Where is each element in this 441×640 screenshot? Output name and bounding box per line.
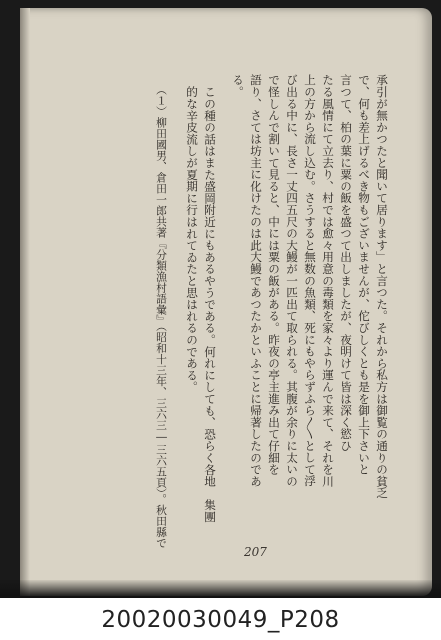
footnote: （１）柳田國男、倉田一郎共著『分類漁村語彙』（昭和十三年、三六三―三六五頁）。秋田縣で: [155, 84, 168, 549]
text-column: び出る中に、長さ一丈四五尺の大鰻が一匹出て取られる。其腹が余りに太いの: [285, 74, 299, 487]
text-column: この種の話はまた盛岡附近にもあるやうである。何れにしても、恐らく各地 集團: [203, 86, 217, 523]
text-column: 語り、さては坊主に化けたのは此大鰻であつたかといふことに帰著したのであ: [249, 74, 263, 487]
page-bottom-shadow: [0, 580, 441, 598]
page-gutter: [20, 8, 30, 596]
text-column: で怪しんで割いて見ると、中には粟の飯がある。昨夜の亭主進み出て仔細を: [267, 74, 281, 476]
text-column: る。: [231, 74, 245, 98]
page-number: 207: [244, 545, 267, 559]
text-column: たる風情にて立去り、村では愈々用意の毒類を家々より運んで来て、それを川: [321, 74, 335, 487]
vertical-text-block: [113, 74, 389, 549]
text-column: 言つて、柏の葉に粟の飯を盛つて出しましたが、夜明けて皆は深く慾ひ: [339, 74, 353, 452]
text-column: で、何も差上げるべき物もございませんが、佗びしくとも是を御上下さいと: [357, 74, 371, 476]
image-caption: 20020030049_P208: [101, 607, 340, 633]
text-column: 的な辛皮流しが夏期に行はれてゐたと思はれるのである。: [185, 86, 199, 393]
text-column: 承引が無かつたと聞いて居ります」と言つた。それから私方は御覧の通りの貧乏: [375, 74, 389, 499]
text-column: 上の方から流し込む。さうすると無数の魚類、死にもやらずふら〳〵として浮: [303, 74, 317, 487]
